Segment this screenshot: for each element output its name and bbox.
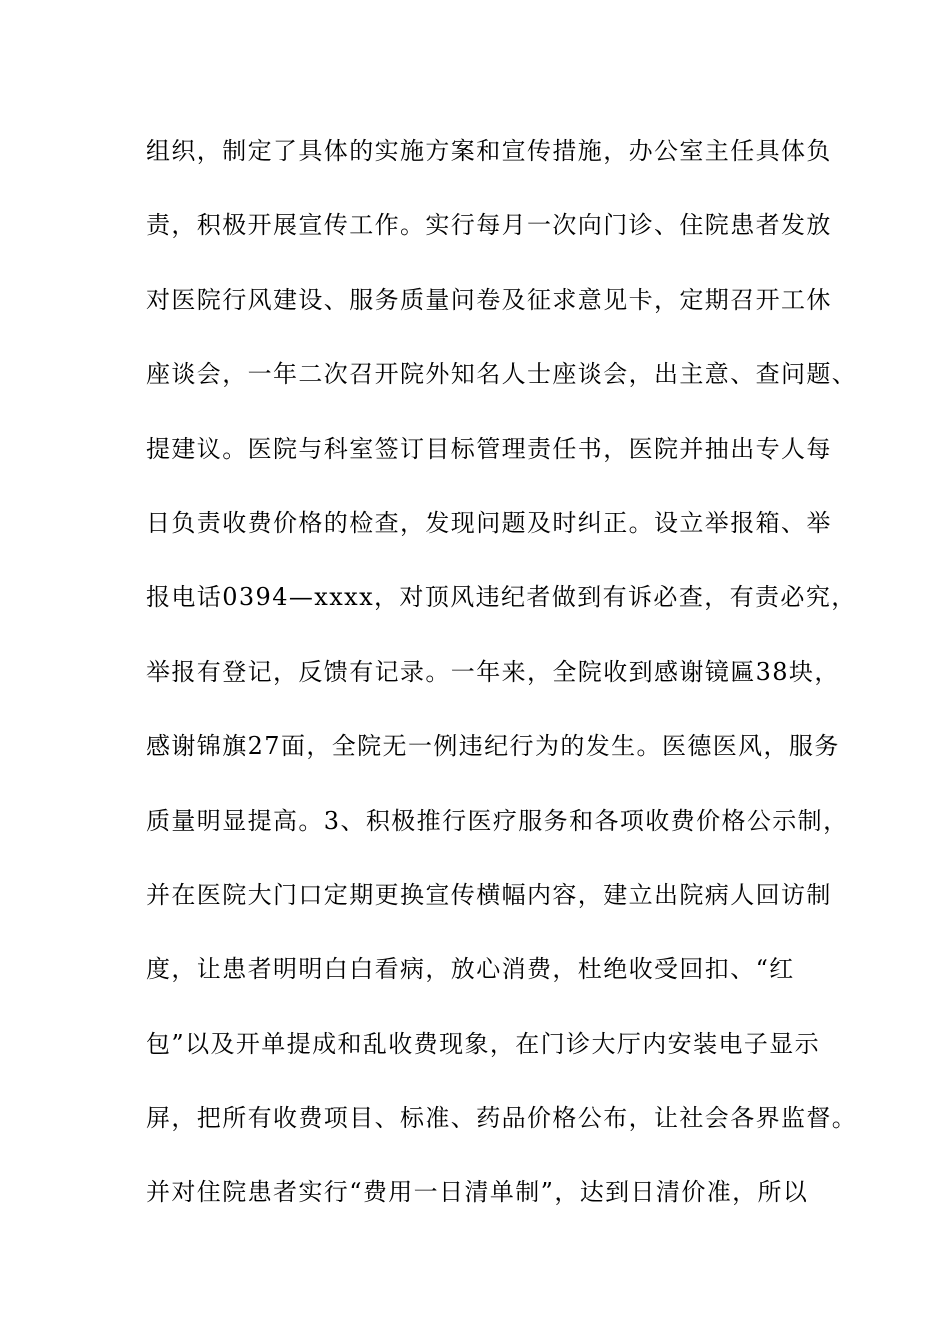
text-line-14: 屏，把所有收费项目、标准、药品价格公布，让社会各界监督。 xyxy=(146,1104,858,1133)
text-line-4: 座谈会，一年二次召开院外知名人士座谈会，出主意、查问题、 xyxy=(146,360,858,389)
body-paragraph xyxy=(146,128,858,1244)
text-line-7: 报电话0394—xxxx，对顶风违纪者做到有诉必查，有责必究， xyxy=(146,583,857,612)
text-line-5: 提建议。医院与科室签订目标管理责任书，医院并抽出专人每 xyxy=(146,434,832,463)
text-line-15: 并对住院患者实行“费用一日清单制”，达到日清价准，所以 xyxy=(146,1178,809,1207)
text-line-13: 包”以及开单提成和乱收费现象，在门诊大厅内安装电子显示 xyxy=(146,1029,821,1058)
text-line-10: 质量明显提高。3、积极推行医疗服务和各项收费价格公示制， xyxy=(146,806,849,835)
text-line-1: 组织，制定了具体的实施方案和宣传措施，办公室主任具体负 xyxy=(146,137,832,165)
text-line-2: 责，积极开展宣传工作。实行每月一次向门诊、住院患者发放 xyxy=(146,211,832,240)
text-line-8: 举报有登记，反馈有记录。一年来，全院收到感谢镜匾38块， xyxy=(146,657,840,686)
text-line-6: 日负责收费价格的检查，发现问题及时纠正。设立举报箱、举 xyxy=(146,508,832,537)
text-line-12: 度，让患者明明白白看病，放心消费，杜绝收受回扣、“红 xyxy=(146,955,795,984)
text-line-3: 对医院行风建设、服务质量问卷及征求意见卡，定期召开工休 xyxy=(146,285,832,314)
text-line-11: 并在医院大门口定期更换宣传横幅内容，建立出院病人回访制 xyxy=(146,880,832,909)
text-line-9: 感谢锦旗27面，全院无一例违纪行为的发生。医德医风，服务 xyxy=(146,732,840,761)
